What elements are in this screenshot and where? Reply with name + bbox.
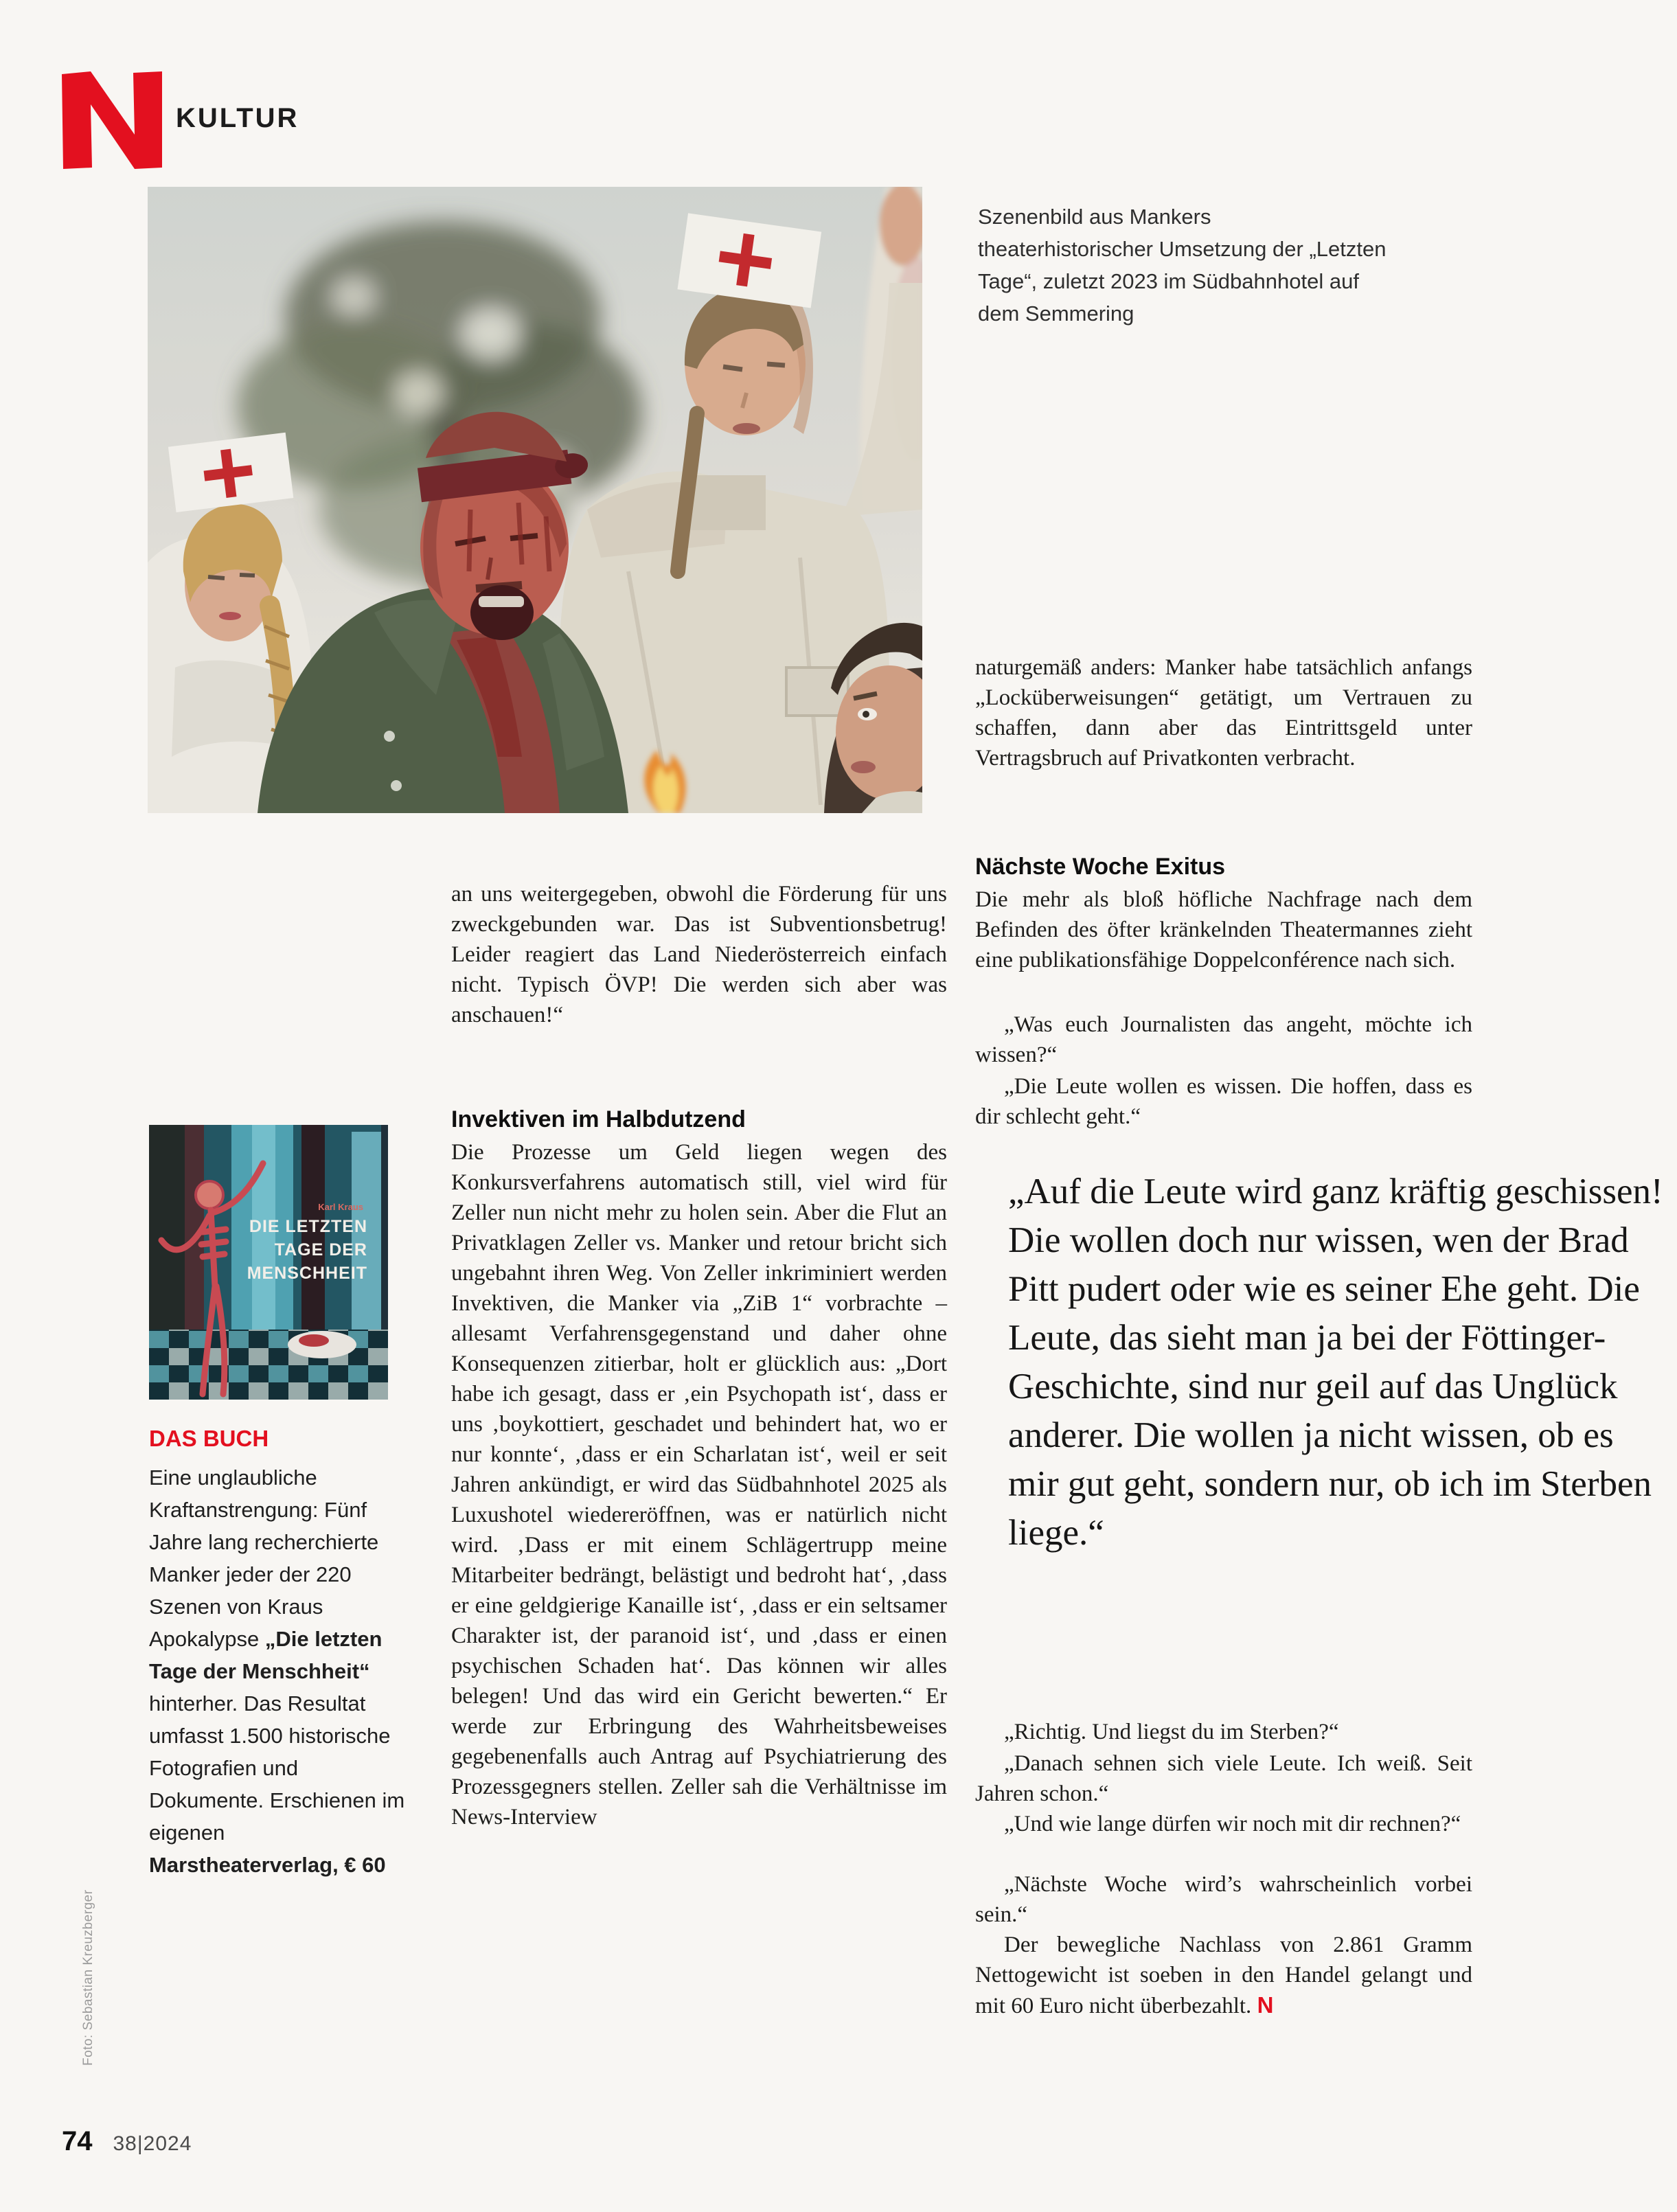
dialogue-q5: „Und wie lange dürfen wir noch mit dir rechnen?“ (1004, 1812, 1461, 1836)
dialogue-q6: „Nächste Woche wird’s wahrscheinlich vorbei sein.“ (975, 1872, 1472, 1927)
book-cover (149, 1125, 388, 1400)
das-buch-text-2: hinterher. Das Resultat umfasst 1.500 historische Fotografien und Dokumente. Erschienen im eigenen (149, 1691, 405, 1845)
dialogue-q4: „Danach sehnen sich viele Leute. Ich weiß. Seit Jahren schon.“ (975, 1751, 1472, 1806)
scene-photo (148, 187, 922, 813)
cover-title-line2: TAGE DER (274, 1240, 367, 1259)
dialogue-q1: „Was euch Journalisten das angeht, möchte ich wissen?“ (975, 1012, 1472, 1067)
cover-title-line3: MENSCHHEIT (247, 1264, 367, 1283)
pull-quote: „Auf die Leute wird ganz kräftig geschissen! Die wollen doch nur wissen, wen der Brad Pitt pudert oder wie es seiner Ehe geht. Die Leute, das sieht man ja bei der Föttinger-Geschichte, sind nur geil auf das Unglück anderer. Die wollen ja nicht wissen, ob es mir gut geht, sondern nur, ob ich im Sterben liege.“ (1008, 1172, 1663, 1553)
middle-column-para1: an uns weitergegeben, obwohl die Förderung für uns zweckgebunden war. Das ist Subventionsbetrug! Leider reagiert das Land Niederösterreich einfach nicht. Typisch ÖVP! Die werden sich aber was anschauen!“ (451, 882, 947, 1027)
das-buch-bold-title: „Die letzten Tage der Menschheit“ (149, 1627, 383, 1683)
photo-caption: Szenenbild aus Mankers theaterhistorischer Umsetzung der „Letzten Tage“, zuletzt 2023 im Südbahnhotel auf dem Semmering (978, 205, 1387, 326)
photo-credit: Foto: Sebastian Kreuzberger (81, 1889, 95, 2066)
news-logo (60, 71, 163, 169)
das-buch-heading: DAS BUCH (149, 1426, 269, 1451)
cover-author: Karl Kraus (318, 1202, 363, 1212)
closing-paragraph-text: Der bewegliche Nachlass von 2.861 Gramm Nettogewicht ist soeben in den Handel gelangt und mit 60 Euro nicht überbezahlt. (975, 1932, 1472, 2018)
dialogue-q3: „Richtig. Und liegst du im Sterben?“ (1004, 1720, 1339, 1744)
das-buch-text (149, 1461, 418, 1881)
page-footer (62, 2126, 192, 2157)
das-buch-publisher-price: Marstheaterverlag, € 60 (149, 1853, 386, 1877)
das-buch-text-1: Eine unglaubliche Kraftanstrengung: Fünf Jahre lang recherchierte Manker jeder der 220 Szenen von Kraus Apokalypse (149, 1466, 379, 1651)
scene-photo-illustration (148, 187, 922, 813)
middle-column-para2: Die Prozesse um Geld liegen wegen des Konkursverfahrens automatisch still, viel wird für Zeller nun nicht mehr zu holen sein. Aber die Flut an Privatklagen Zeller vs. Manker und retour bricht sich ungebahnt ihren Weg. Von Zeller inkriminiert werden Invektiven, die Manker via „ZiB 1“ vorbrachte – allesamt Verfahrensgegenstand und daher ohne Konsequenzen zitierbar, holt er glücklich aus: „Dort habe ich gesagt, dass er ‚ein Psychopath ist‘, dass er uns ‚boykottiert, geschadet und behindert hat, wo er nur konnte‘, ‚dass er ein Scharlatan ist‘, weil er seit Jahren ankündigt, er wird das Südbahnhotel 2025 als Luxushotel wiedereröffnen, was er natürlich nicht wird. ‚Dass er mit einem Schlägertrupp meine Mitarbeiter bedrängt, belästigt und bedroht hat‘, ‚dass er eine geldgierige Kanaille ist‘, ‚dass er ein seltsamer Charakter ist, der paranoid ist‘, und ‚dass er einen psychischen Schaden hat‘. Das können wir alles belegen! Und das wird ein Gericht bewerten.“ Er werde zur Erbringung des Wahrheitsbeweises gegebenenfalls auch Antrag auf Psychiatrierung des Prozessgegners stellen. Zeller sah die Verhältnisse im News-Interview (451, 1140, 947, 1829)
article-end-mark: N (1257, 1992, 1274, 2018)
right-column-para1: naturgemäß anders: Manker habe tatsächlich anfangs „Locküberweisungen“ getätigt, um Vertrauen zu schaffen, dann aber das Eintrittsgeld unter Vertragsbruch auf Privatkonten verbracht. (975, 655, 1472, 771)
right-column-heading: Nächste Woche Exitus (975, 854, 1226, 880)
n-logo-icon (60, 71, 163, 169)
middle-column-heading: Invektiven im Halbdutzend (451, 1106, 746, 1132)
page-number: 74 (62, 2126, 93, 2156)
photo-tint-overlay (148, 187, 922, 813)
section-title: KULTUR (176, 103, 299, 133)
cover-title-line1: DIE LETZTEN (249, 1217, 367, 1236)
plate-food (299, 1334, 329, 1347)
issue-number: 38|2024 (113, 2132, 192, 2155)
right-column-para2: Die mehr als bloß höfliche Nachfrage nach dem Befinden des öfter kränkelnden Theatermannes zieht eine publikationsfähige Doppelconférence nach sich. (975, 887, 1472, 972)
book-cover-illustration (149, 1125, 388, 1400)
right-column-para3 (975, 1930, 1472, 2021)
dialogue-q2: „Die Leute wollen es wissen. Die hoffen, dass es dir schlecht geht.“ (975, 1074, 1472, 1129)
